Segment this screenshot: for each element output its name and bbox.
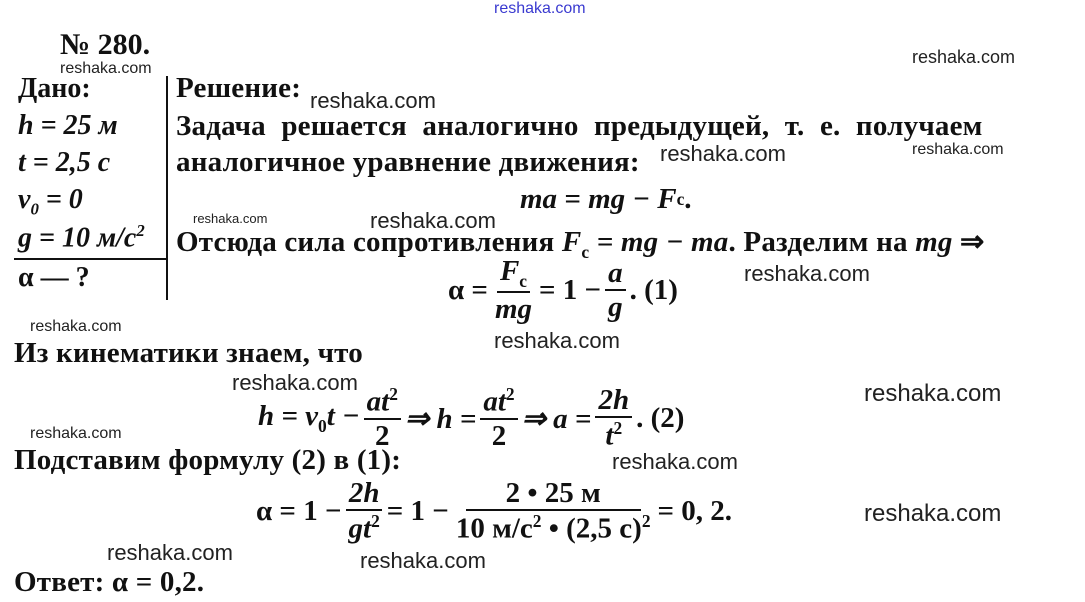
answer: Ответ: α = 0,2. [14, 566, 205, 598]
solution-header: Решение: [176, 72, 302, 104]
watermark: reshaka.com [864, 380, 1002, 407]
given-g: g = 10 $м/с^2$ [18, 221, 145, 254]
given-h: h = 25 м [18, 110, 118, 141]
fraction: $\frac{at^2}{2}$ [364, 385, 401, 452]
fraction: $\frac{2h}{gt^2}$ [346, 478, 383, 545]
watermark: reshaka.com [60, 60, 152, 77]
fraction: $\frac{F_c}{mg}$ [494, 255, 533, 326]
watermark: reshaka.com [30, 318, 122, 335]
given-divider-horizontal [14, 258, 168, 260]
watermark: reshaka.com [193, 211, 268, 226]
fraction: $\frac{2 • 25 м}{10 м/с^2 • (2,5 с)^2}$ [455, 477, 651, 546]
watermark: reshaka.com [232, 370, 358, 395]
watermark: reshaka.com [30, 425, 122, 442]
equation-motion: ma = mg − F c . [520, 183, 692, 215]
watermark: reshaka.com [310, 88, 436, 113]
formula-1: α = $\frac{F_c}{mg}$ = 1 − $\frac{a}{g}$ . (1) [448, 255, 678, 326]
watermark: reshaka.com [660, 141, 786, 166]
given-divider-vertical [166, 76, 168, 300]
fraction: $\frac{a}{g}$ [605, 258, 626, 323]
formula-2: $h = v_0t$ − $\frac{at^2}{2}$ ⇒ h = $\frac{at^2}{2}$ ⇒ a = $\frac{2h}{t^2}$ . (2) [258, 384, 685, 453]
watermark: reshaka.com [370, 208, 496, 233]
watermark: reshaka.com [744, 261, 870, 286]
given-t: t = 2,5 с [18, 147, 111, 178]
formula-3: α = 1 − $\frac{2h}{gt^2}$ = 1 − $\frac{2 • 25 м}{10 м/с^2 • (2,5 с)^2}$ = 0, 2. [256, 477, 733, 546]
given-v0: $v_0 = 0$ [18, 184, 83, 219]
fraction: $\frac{at^2}{2}$ [480, 385, 517, 452]
watermark: reshaka.com [864, 500, 1002, 527]
watermark: reshaka.com [912, 47, 1016, 67]
watermark-top: reshaka.com [494, 0, 586, 17]
solution-line-1: Задача решается аналогично предыдущей, т. е. получаем [176, 110, 983, 142]
watermark: reshaka.com [107, 540, 233, 565]
solution-line-3: Отсюда сила сопротивления $F_c$ = mg − ma. Разделим на mg ⇒ [176, 226, 985, 262]
kinematics-line: Из кинематики знаем, что [14, 337, 363, 369]
given-header: Дано: [18, 73, 91, 104]
watermark: reshaka.com [360, 548, 486, 573]
given-find: α — ? [18, 262, 90, 293]
problem-number: № 280. [60, 28, 151, 61]
watermark: reshaka.com [612, 449, 738, 474]
watermark: reshaka.com [912, 141, 1004, 158]
substitute-line: Подставим формулу (2) в (1): [14, 444, 402, 476]
watermark: reshaka.com [494, 328, 620, 353]
fraction: $\frac{2h}{t^2}$ [595, 385, 632, 452]
solution-line-2: аналогичное уравнение движения: [176, 146, 640, 178]
